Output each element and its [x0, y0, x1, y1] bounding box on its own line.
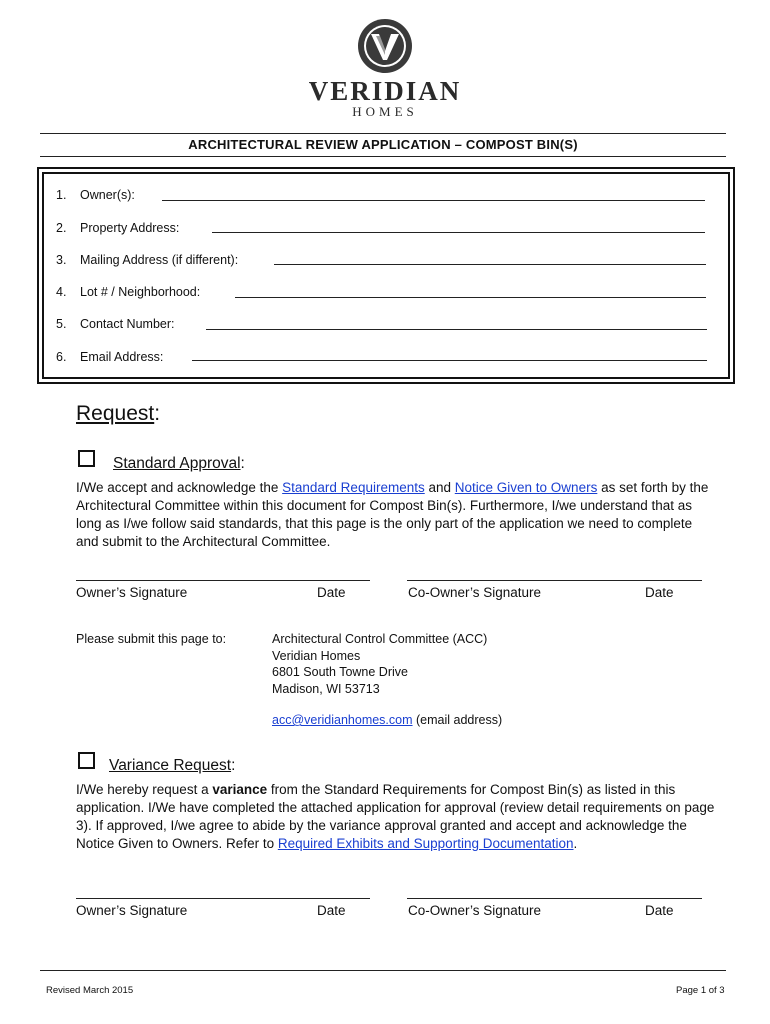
variance-emphasis: variance	[212, 782, 268, 797]
acc-email-link[interactable]: acc@veridianhomes.com	[272, 713, 413, 727]
variance-request-colon: :	[231, 757, 236, 774]
field-number: 5.	[56, 317, 67, 331]
logo-subtitle: HOMES	[352, 104, 418, 119]
veridian-logo-icon	[357, 18, 413, 74]
address-line: 6801 South Towne Drive	[272, 665, 408, 679]
variance-request-title: Variance Request	[109, 757, 232, 774]
coowner-date-label: Date	[645, 585, 674, 600]
variance-request-checkbox[interactable]	[78, 752, 95, 769]
request-heading-text: Request	[76, 402, 155, 425]
owner-signature-line-1[interactable]	[76, 580, 370, 581]
standard-approval-checkbox[interactable]	[78, 450, 95, 467]
title-rule-bottom	[40, 156, 726, 157]
field-number: 4.	[56, 285, 67, 299]
variance-text-part: I/We hereby request a	[76, 782, 213, 797]
standard-approval-colon: :	[240, 455, 245, 472]
variance-text-part: .	[573, 836, 578, 851]
request-heading	[76, 402, 160, 426]
variance-text-part: from the Standard Requirements for Compost Bin(s) as listed in this application. I/We have completed the attached application for approval (review detail requirements on page 3). If approved, I/we agree to abide by the variance approval granted and accept and acknowledge the Notice Given to Owners. Refer to	[76, 782, 715, 851]
email-address-input-line[interactable]	[192, 360, 707, 361]
address-line: Veridian Homes	[272, 648, 361, 663]
standard-approval-title: Standard Approval	[113, 455, 241, 472]
field-property-address	[56, 221, 179, 235]
email-note: (email address)	[412, 713, 503, 727]
field-mailing-address	[56, 253, 238, 267]
standard-approval-text	[76, 479, 716, 551]
page-title: ARCHITECTURAL REVIEW APPLICATION – COMPOST BIN(S)	[188, 137, 578, 152]
standard-requirements-link[interactable]: Standard Requirements	[282, 480, 425, 495]
standard-text-part: as set forth by the Architectural Committee within this document for Compost Bin(s). Furthermore, I/we understand that as long as I/we follow said standards, that this page is the only part of the application we need to complete and submit to the Architectural Committee.	[76, 480, 709, 549]
contact-number-input-line[interactable]	[206, 329, 707, 330]
field-number: 1.	[56, 188, 67, 202]
coowner-signature-line-2[interactable]	[407, 898, 702, 899]
variance-request-text	[76, 781, 716, 853]
field-lot-neighborhood	[56, 285, 200, 299]
field-label: Owner(s):	[80, 188, 135, 202]
page-number: Page 1 of 3	[676, 985, 725, 996]
field-label: Mailing Address (if different):	[80, 253, 239, 267]
request-heading-colon: :	[154, 402, 161, 425]
variance-request-heading	[109, 757, 235, 775]
coowner-signature-label: Co-Owner’s Signature	[408, 585, 542, 600]
owners-input-line[interactable]	[162, 200, 705, 201]
field-contact-number	[56, 317, 174, 331]
standard-text-part: I/We accept and acknowledge the	[76, 480, 283, 495]
owner-signature-line-2[interactable]	[76, 898, 370, 899]
owner-date-label: Date	[317, 903, 346, 918]
field-owners	[56, 188, 135, 202]
submit-label: Please submit this page to:	[76, 632, 227, 646]
field-number: 3.	[56, 253, 67, 267]
standard-approval-heading	[113, 455, 245, 473]
owner-signature-label: Owner’s Signature	[76, 903, 188, 918]
coowner-signature-label: Co-Owner’s Signature	[408, 903, 542, 918]
owner-date-label: Date	[317, 585, 346, 600]
submit-address	[272, 631, 487, 697]
title-rule-top	[40, 133, 726, 134]
field-email-address	[56, 350, 163, 364]
field-number: 6.	[56, 350, 67, 364]
property-address-input-line[interactable]	[212, 232, 705, 233]
field-label: Lot # / Neighborhood:	[80, 285, 201, 299]
revision-date: Revised March 2015	[46, 985, 134, 996]
address-line: Madison, WI 53713	[272, 681, 380, 696]
standard-text-part: and	[424, 480, 455, 495]
owner-signature-label: Owner’s Signature	[76, 585, 188, 600]
notice-given-to-owners-link[interactable]: Notice Given to Owners	[454, 480, 598, 495]
coowner-date-label: Date	[645, 903, 674, 918]
field-number: 2.	[56, 221, 67, 235]
coowner-signature-line-1[interactable]	[407, 580, 702, 581]
submit-email	[272, 712, 502, 729]
applicant-info-box-inner	[42, 172, 730, 379]
lot-neighborhood-input-line[interactable]	[235, 297, 706, 298]
field-label: Contact Number:	[80, 317, 175, 331]
field-label: Email Address:	[80, 350, 164, 364]
field-label: Property Address:	[80, 221, 180, 235]
address-line: Architectural Control Committee (ACC)	[272, 632, 488, 646]
footer-rule	[40, 970, 726, 971]
required-exhibits-link[interactable]: Required Exhibits and Supporting Documentation	[277, 836, 574, 851]
mailing-address-input-line[interactable]	[274, 264, 706, 265]
logo-wordmark: VERIDIAN	[308, 76, 462, 106]
